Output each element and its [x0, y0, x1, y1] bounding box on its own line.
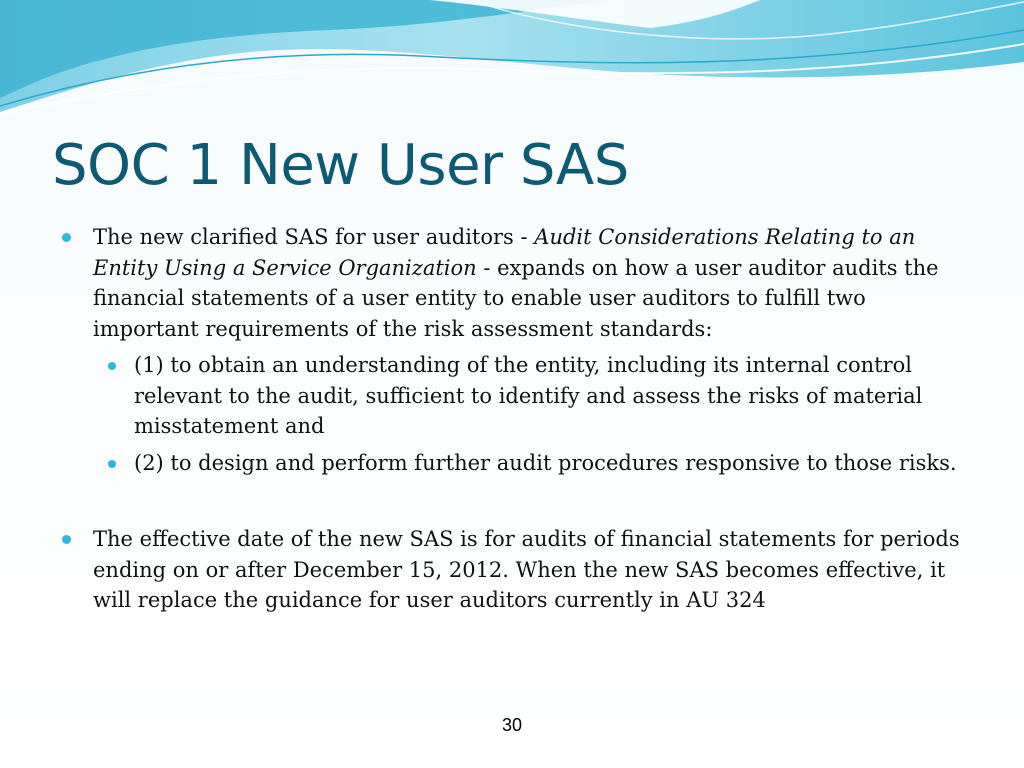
- page-number: 30: [501, 715, 523, 735]
- bullet-item: [60, 222, 965, 478]
- bullet-dot-icon: [62, 233, 71, 242]
- slide-content: [60, 222, 965, 616]
- bullet-text-suffix: - expands on how a user auditor audits the financial statements of a user entity to enable user auditors to fulfill two important requirements of the risk assessment standards:: [93, 255, 939, 341]
- sub-bullet-item: [93, 350, 965, 442]
- bullet-list: [60, 222, 965, 616]
- wave-header-graphic: [0, 0, 1024, 130]
- slide-title: SOC 1 New User SAS: [52, 133, 629, 198]
- sub-bullet-list: [93, 350, 965, 478]
- bullet-text: The effective date of the new SAS is for audits of financial statements for periods ending on or after December 15, 2012. When the new SAS becomes effective, it will replace the guidance for user auditors currently in AU 324: [93, 527, 960, 612]
- bullet-text-prefix: The new clarified SAS for user auditors -: [93, 225, 535, 249]
- sub-bullet-dot-icon: [108, 362, 116, 370]
- sub-bullet-text: (1) to obtain an understanding of the entity, including its internal control relevant to the audit, sufficient to identify and assess the risks of material misstatement and: [134, 353, 923, 438]
- sub-bullet-dot-icon: [108, 460, 116, 468]
- sub-bullet-text: (2) to design and perform further audit procedures responsive to those risks.: [134, 450, 957, 475]
- sub-bullet-item: [93, 448, 965, 479]
- bullet-text-italic-title: Audit Considerations Relating to an Entity Using a Service Organization: [93, 225, 916, 280]
- bullet-dot-icon: [62, 535, 71, 544]
- bullet-item: [60, 524, 965, 616]
